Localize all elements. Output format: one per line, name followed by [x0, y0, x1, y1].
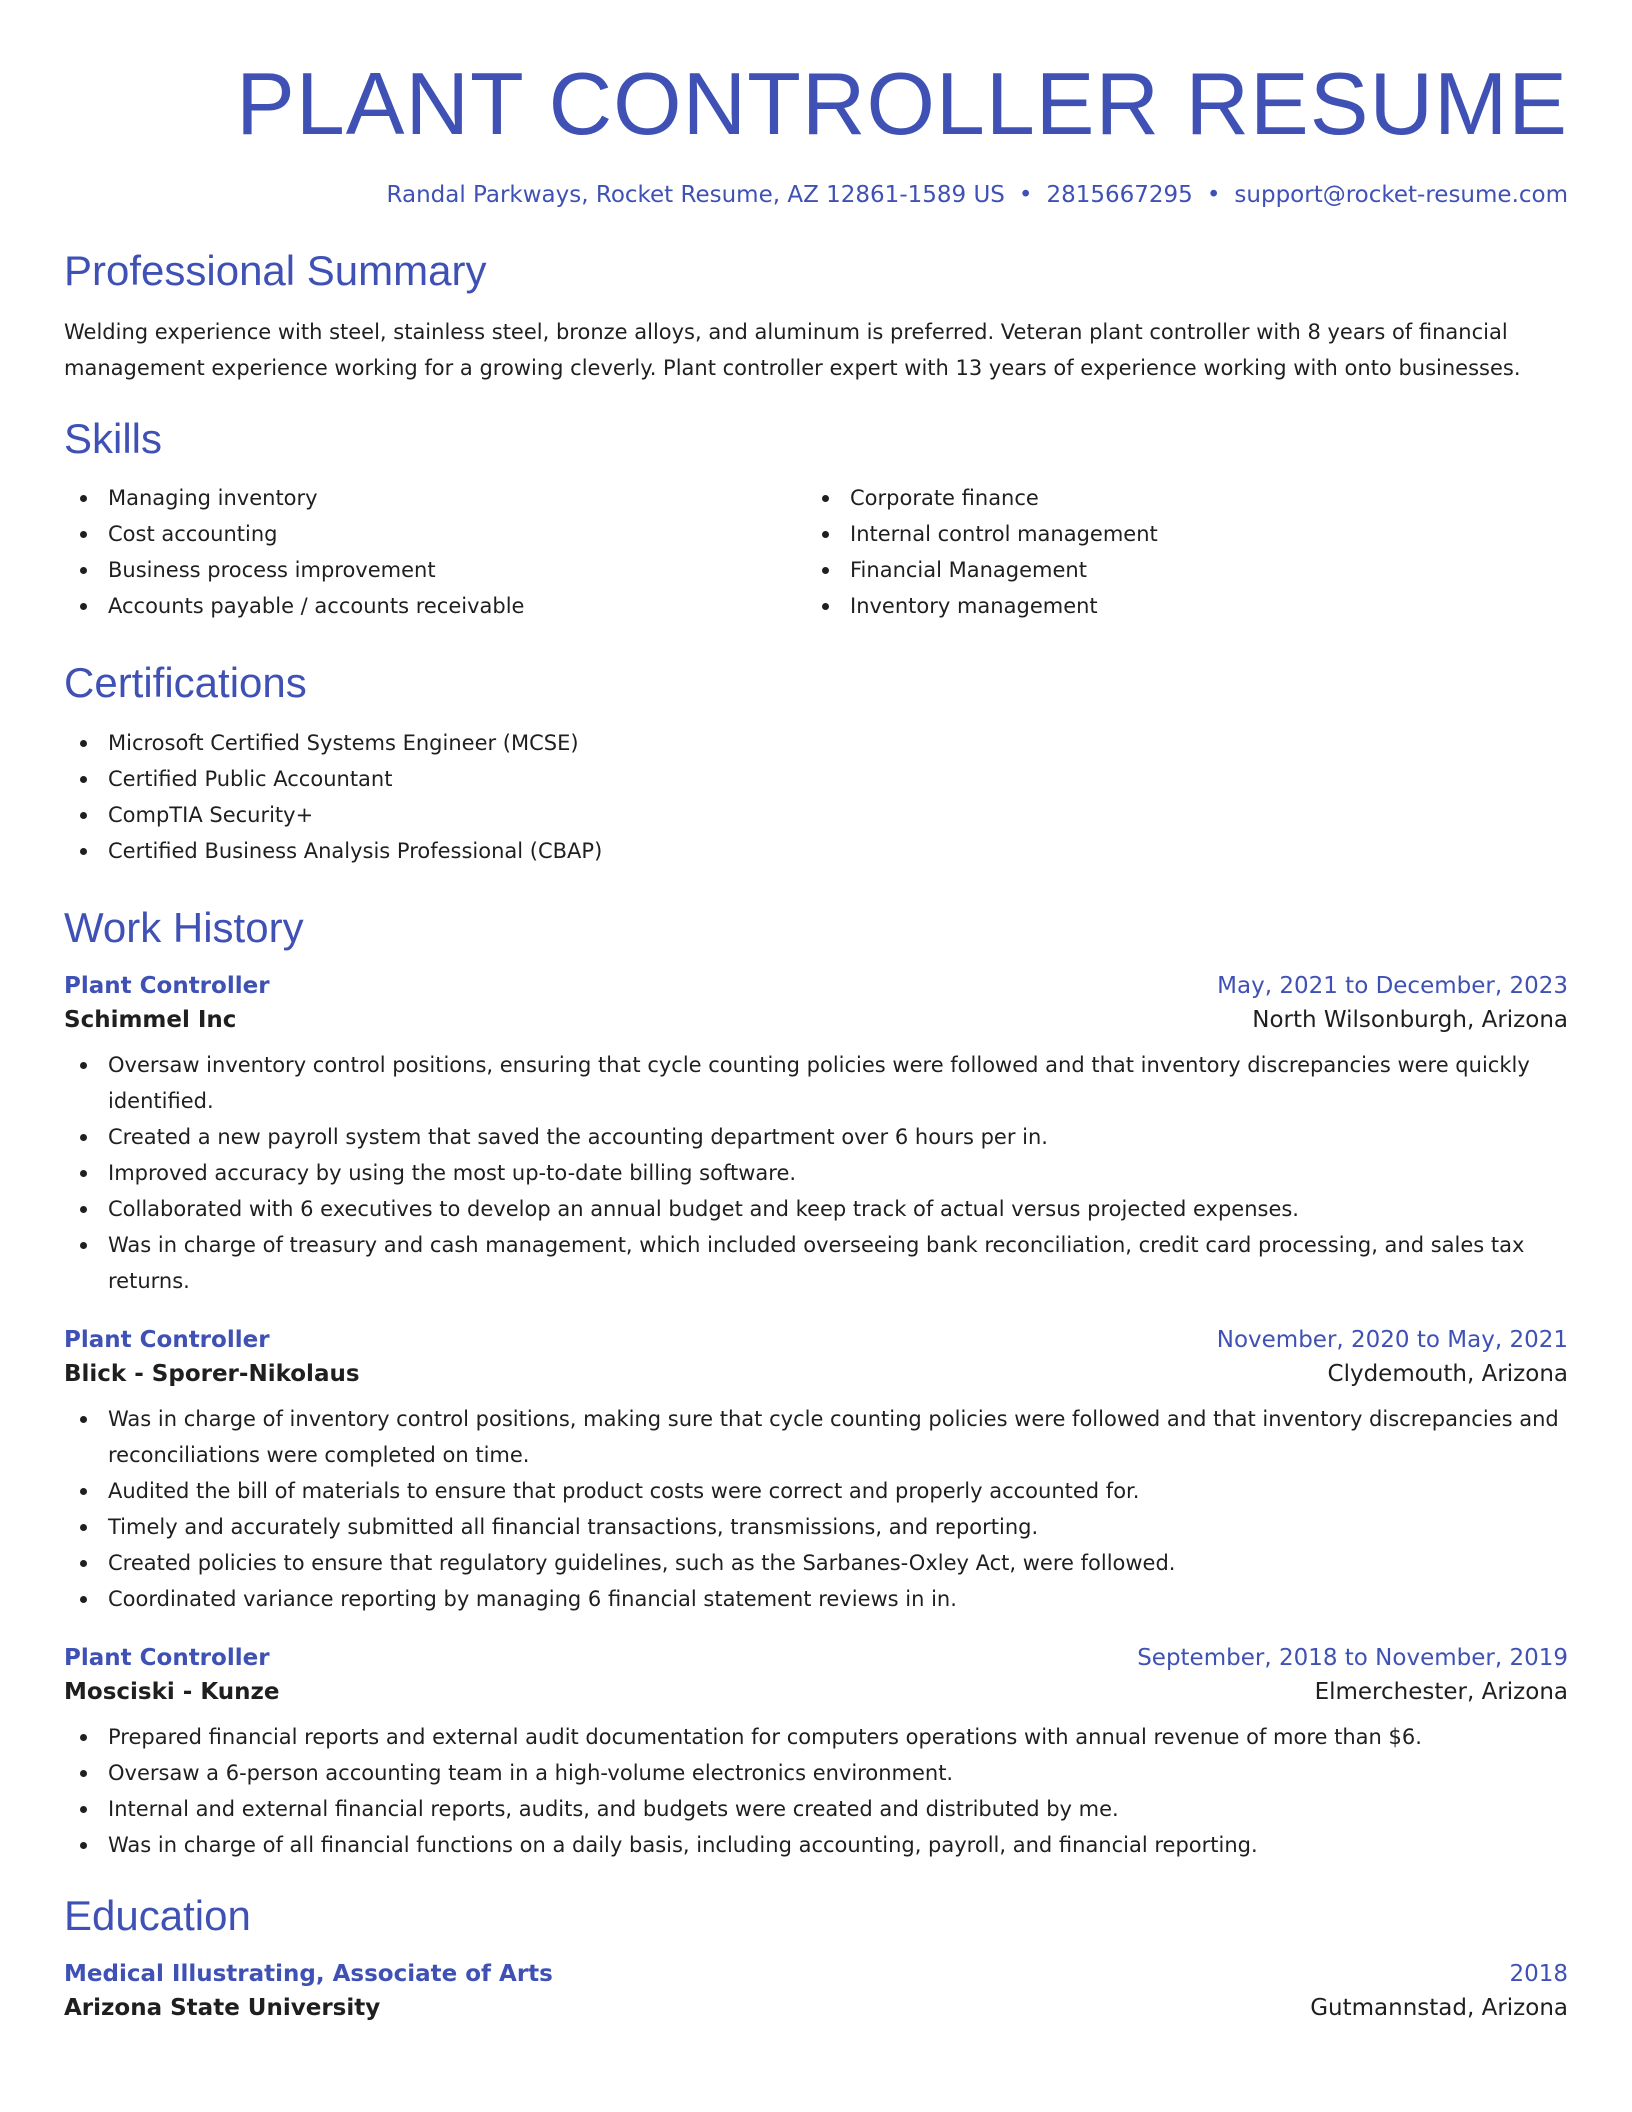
- education-header-row: [64, 1961, 1568, 1987]
- job-bullet: Timely and accurately submitted all financial transactions, transmissions, and reporting.: [64, 1509, 1568, 1545]
- job-company-row: [64, 1679, 1568, 1705]
- job-bullet: Audited the bill of materials to ensure that product costs were correct and properly accounted for.: [64, 1473, 1568, 1509]
- summary-text: Welding experience with steel, stainless steel, bronze alloys, and aluminum is preferred. Veteran plant controller with 8 years of financial management experience working for a growing cleverly. Plant controller expert with 13 years of experience working with onto businesses.: [64, 320, 1521, 381]
- certifications-section: [64, 660, 1568, 868]
- job-bullets: [64, 1719, 1568, 1863]
- job-bullet: Improved accuracy by using the most up-to-date billing software.: [64, 1155, 1568, 1191]
- job-header-row: [64, 973, 1568, 999]
- work-history-section: [64, 905, 1568, 1863]
- summary-section: [64, 248, 1568, 386]
- contact-address: Randal Parkways, Rocket Resume, AZ 12861-1589 US: [386, 182, 1005, 208]
- contact-line: [64, 182, 1568, 208]
- skills-list-right: [806, 480, 1548, 624]
- summary-heading: Professional Summary: [64, 247, 487, 294]
- skill-item: Accounts payable / accounts receivable: [64, 588, 806, 624]
- job-bullet: Prepared financial reports and external audit documentation for computers operations with annual revenue of more than $6.: [64, 1719, 1568, 1755]
- job-entry: [64, 973, 1568, 1299]
- job-bullet: Was in charge of treasury and cash management, which included overseeing bank reconciliation, credit card processing, and sales tax returns.: [64, 1227, 1568, 1299]
- job-bullet: Collaborated with 6 executives to develop an annual budget and keep track of actual versus projected expenses.: [64, 1191, 1568, 1227]
- skill-item: Managing inventory: [64, 480, 806, 516]
- job-dates: September, 2018 to November, 2019: [1137, 1644, 1568, 1671]
- job-company-row: [64, 1007, 1568, 1033]
- education-degree: Medical Illustrating, Associate of Arts: [64, 1960, 553, 1987]
- job-bullets: [64, 1401, 1568, 1617]
- resume-page: [64, 0, 1568, 2021]
- job-entry: [64, 1327, 1568, 1617]
- job-title: Plant Controller: [64, 972, 270, 999]
- contact-separator: •: [1018, 182, 1033, 208]
- job-location: Elmerchester, Arizona: [1314, 1678, 1568, 1705]
- skills-grid: [64, 480, 1568, 624]
- job-company-row: [64, 1361, 1568, 1387]
- job-entry: [64, 1645, 1568, 1863]
- job-title: Plant Controller: [64, 1644, 270, 1671]
- skill-item: Business process improvement: [64, 552, 806, 588]
- job-dates: November, 2020 to May, 2021: [1216, 1326, 1568, 1353]
- skill-item: Inventory management: [806, 588, 1548, 624]
- education-section: [64, 1893, 1568, 2021]
- education-entry: [64, 1961, 1568, 2021]
- job-location: Clydemouth, Arizona: [1327, 1360, 1568, 1387]
- skill-item: Financial Management: [806, 552, 1548, 588]
- skills-heading: Skills: [64, 415, 163, 463]
- contact-separator: •: [1206, 182, 1221, 208]
- education-school-row: [64, 1995, 1568, 2021]
- education-location: Gutmannstad, Arizona: [1310, 1994, 1568, 2021]
- job-header-row: [64, 1327, 1568, 1353]
- education-school: Arizona State University: [64, 1994, 381, 2021]
- work-history-heading: Work History: [64, 903, 304, 951]
- skills-section: [64, 416, 1568, 624]
- job-bullet: Created policies to ensure that regulatory guidelines, such as the Sarbanes-Oxley Act, were followed.: [64, 1545, 1568, 1581]
- job-company: Mosciski - Kunze: [64, 1678, 280, 1705]
- certification-item: Microsoft Certified Systems Engineer (MCSE): [64, 725, 1568, 761]
- skills-list-left: [64, 480, 806, 624]
- job-bullet: Internal and external financial reports, audits, and budgets were created and distributed by me.: [64, 1791, 1568, 1827]
- job-bullet: Was in charge of inventory control positions, making sure that cycle counting policies were followed and that inventory discrepancies and reconciliations were completed on time.: [64, 1401, 1568, 1473]
- job-company: Blick - Sporer-Nikolaus: [64, 1360, 360, 1387]
- job-bullet: Oversaw inventory control positions, ensuring that cycle counting policies were followed and that inventory discrepancies were quickly identified.: [64, 1047, 1568, 1119]
- skill-item: Cost accounting: [64, 516, 806, 552]
- job-bullet: Was in charge of all financial functions on a daily basis, including accounting, payroll, and financial reporting.: [64, 1827, 1568, 1863]
- skill-item: Internal control management: [806, 516, 1548, 552]
- job-header-row: [64, 1645, 1568, 1671]
- certification-item: Certified Public Accountant: [64, 761, 1568, 797]
- skill-item: Corporate finance: [806, 480, 1548, 516]
- contact-phone[interactable]: 2815667295: [1046, 182, 1193, 208]
- job-company: Schimmel Inc: [64, 1006, 237, 1033]
- resume-title: PLANT CONTROLLER RESUME: [236, 54, 1568, 153]
- certification-item: CompTIA Security+: [64, 797, 1568, 833]
- job-bullets: [64, 1047, 1568, 1299]
- job-bullet: Oversaw a 6-person accounting team in a high-volume electronics environment.: [64, 1755, 1568, 1791]
- job-location: North Wilsonburgh, Arizona: [1252, 1006, 1568, 1033]
- certifications-list: [64, 725, 1568, 869]
- education-year: 2018: [1509, 1960, 1568, 1987]
- job-bullet: Coordinated variance reporting by managing 6 financial statement reviews in in.: [64, 1581, 1568, 1617]
- certification-item: Certified Business Analysis Professional (CBAP): [64, 833, 1568, 869]
- education-heading: Education: [64, 1891, 251, 1939]
- certifications-heading: Certifications: [64, 659, 307, 707]
- job-bullet: Created a new payroll system that saved the accounting department over 6 hours per in.: [64, 1119, 1568, 1155]
- job-dates: May, 2021 to December, 2023: [1217, 972, 1568, 999]
- job-title: Plant Controller: [64, 1326, 270, 1353]
- contact-email[interactable]: support@rocket-resume.com: [1234, 182, 1568, 208]
